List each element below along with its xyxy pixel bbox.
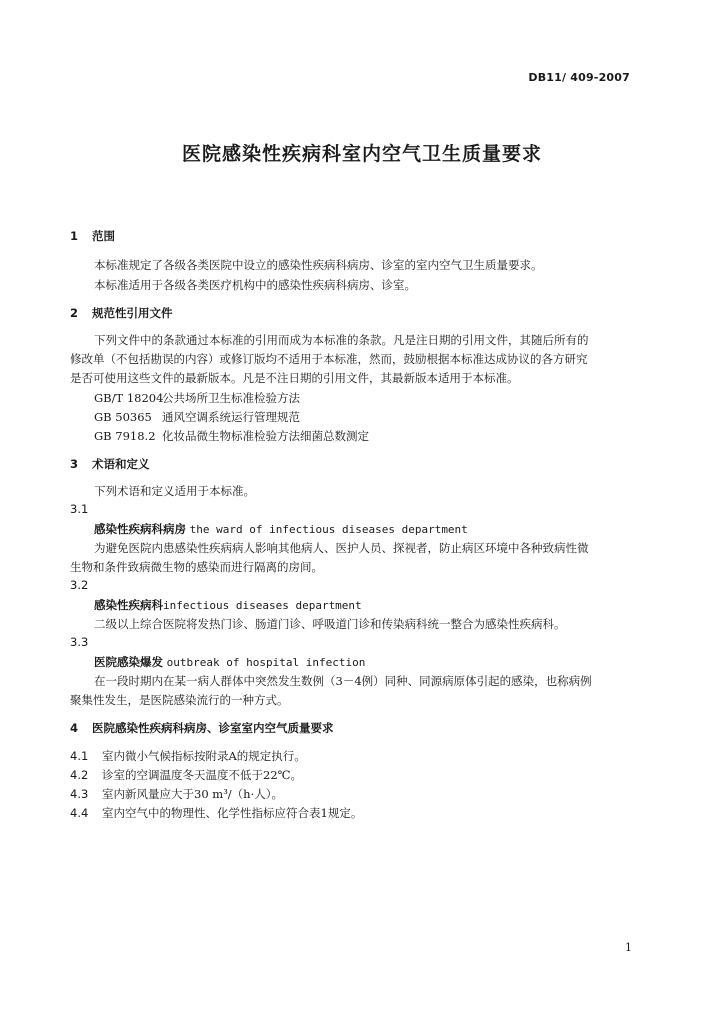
- section-number: 2: [70, 306, 79, 320]
- item-number: 4.2: [70, 768, 89, 782]
- requirement-item: [70, 805, 362, 821]
- paragraph: 本标准适用于各级各类医疗机构中的感染性疾病科病房、诊室。: [94, 278, 416, 292]
- reference-name: 通风空调系统运行管理规范: [162, 410, 300, 424]
- reference-item: [94, 428, 369, 444]
- paragraph: 本标准规定了各级各类医院中设立的感染性疾病科病房、诊室的室内空气卫生质量要求。: [94, 258, 543, 272]
- definition-line: 聚集性发生，是医院感染流行的一种方式。: [70, 693, 289, 707]
- section-number: 3: [70, 457, 79, 471]
- section-title: 医院感染性疾病科病房、诊室室内空气质量要求: [92, 721, 334, 735]
- item-text: 室内空气中的物理性、化学性指标应符合表1规定。: [102, 806, 363, 820]
- section-title: 范围: [92, 229, 115, 243]
- term-chinese: 感染性疾病科: [94, 598, 163, 612]
- paragraph: 下列术语和定义适用于本标准。: [94, 484, 255, 498]
- page-number: 1: [625, 941, 632, 954]
- item-number: 4.4: [70, 806, 89, 820]
- item-number: 4.3: [70, 787, 89, 801]
- requirement-item: [70, 748, 306, 764]
- term-english: outbreak of hospital infection: [166, 656, 366, 669]
- reference-name: 公共场所卫生标准检验方法: [162, 391, 300, 405]
- reference-item: [94, 409, 300, 425]
- term-english: the ward of infectious diseases department: [189, 523, 468, 536]
- requirement-item: [70, 767, 302, 783]
- term-chinese: 感染性疾病科病房: [94, 522, 186, 536]
- term-chinese: 医院感染爆发: [94, 655, 163, 669]
- item-text: 室内新风量应大于30 m³/（h·人）。: [102, 787, 283, 801]
- term-number: 3.1: [70, 502, 89, 516]
- definition-line: 二级以上综合医院将发热门诊、肠道门诊、呼吸道门诊和传染病科统一整合为感染性疾病科。: [94, 617, 566, 631]
- term-title: [94, 654, 365, 670]
- paragraph-line: 下列文件中的条款通过本标准的引用而成为本标准的条款。凡是注日期的引用文件，其随后所有的: [94, 333, 589, 347]
- item-text: 诊室的空调温度冬天温度不低于22℃。: [102, 768, 302, 782]
- paragraph-line: 是否可使用这些文件的最新版本。凡是不注日期的引用文件，其最新版本适用于本标准。: [70, 371, 519, 385]
- definition-line: 在一段时期内在某一病人群体中突然发生数例（3－4例）同种、同源病原体引起的感染，也称病例: [94, 674, 592, 688]
- document-title: 医院感染性疾病科室内空气卫生质量要求: [181, 143, 542, 165]
- definition-line: 为避免医院内患感染性疾病病人影响其他病人、医护人员、探视者，防止病区环境中各种致病性微: [94, 541, 589, 555]
- reference-item: [94, 390, 300, 406]
- section-1-heading: [70, 228, 115, 244]
- term-title: [94, 597, 362, 613]
- item-number: 4.1: [70, 749, 89, 763]
- section-3-heading: [70, 456, 150, 472]
- section-4-heading: [70, 720, 334, 736]
- requirement-item: [70, 786, 283, 802]
- reference-id: GB 50365: [94, 410, 152, 424]
- reference-id: GB/T 18204: [94, 391, 164, 405]
- section-number: 4: [70, 721, 79, 735]
- section-title: 术语和定义: [92, 457, 150, 471]
- item-text: 室内微小气候指标按附录A的规定执行。: [102, 749, 306, 763]
- reference-id: GB 7918.2: [94, 429, 156, 443]
- section-2-heading: [70, 305, 173, 321]
- document-code: DB11/ 409-2007: [528, 71, 630, 84]
- term-english: infectious diseases department: [163, 599, 362, 612]
- definition-line: 生物和条件致病微生物的感染而进行隔离的房间。: [70, 560, 323, 574]
- paragraph-line: 修改单（不包括勘误的内容）或修订版均不适用于本标准，然而，鼓励根据本标准达成协议的各方研究: [70, 352, 588, 366]
- term-number: 3.3: [70, 635, 89, 649]
- section-title: 规范性引用文件: [92, 306, 173, 320]
- section-number: 1: [70, 229, 79, 243]
- term-number: 3.2: [70, 578, 89, 592]
- term-title: [94, 521, 468, 537]
- reference-name: 化妆品微生物标准检验方法细菌总数测定: [162, 429, 369, 443]
